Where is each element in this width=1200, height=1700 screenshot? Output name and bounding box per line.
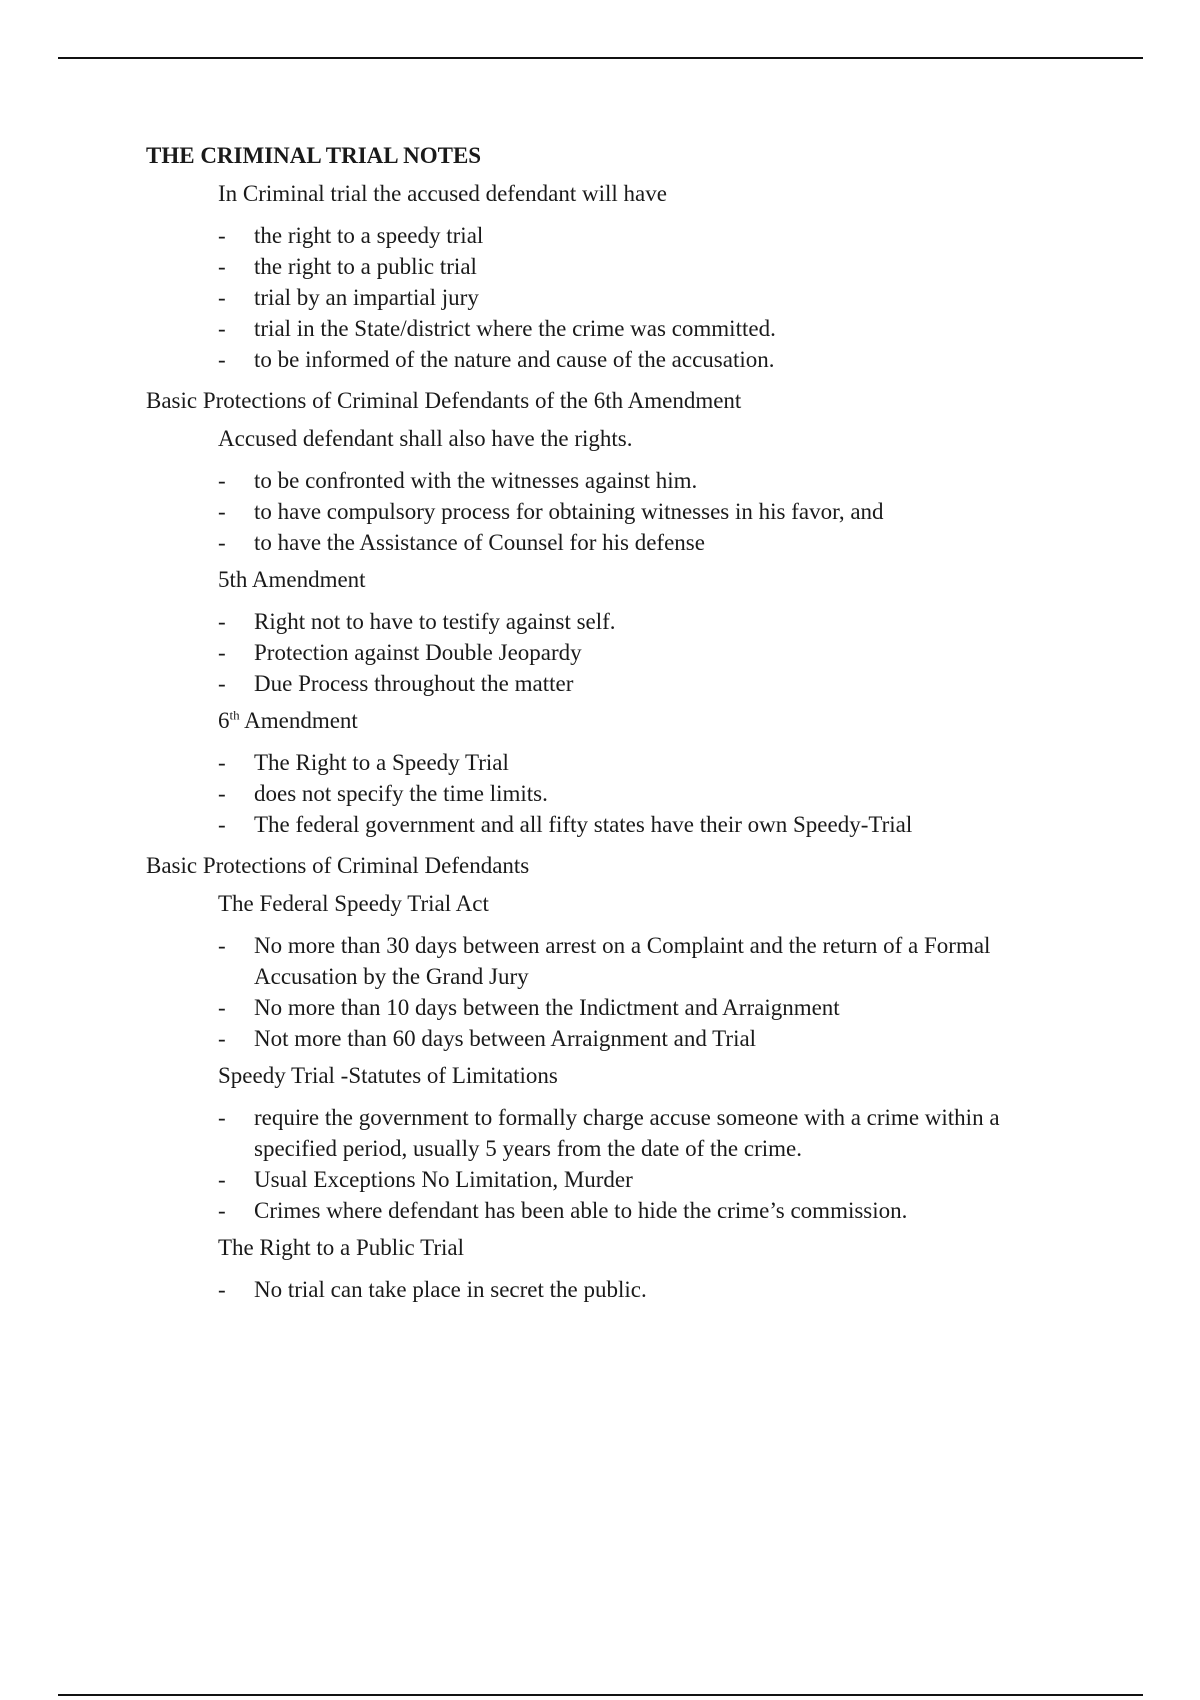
list-item: - Right not to have to testify against self.: [218, 609, 616, 634]
accused-rights-list: [218, 465, 1066, 558]
list-item: - the right to a public trial: [218, 254, 477, 279]
sixth-amendment-heading: 6th Amendment: [218, 707, 358, 733]
list-item: - No more than 30 days between arrest on a Complaint and the return of a Formal Accusation by the Grand Jury: [218, 933, 991, 989]
document-title: THE CRIMINAL TRIAL NOTES: [146, 143, 482, 168]
list-item: - to be confronted with the witnesses against him.: [218, 468, 698, 493]
document-body: [146, 140, 1066, 1305]
list-item: - No more than 10 days between the Indictment and Arraignment: [218, 995, 840, 1020]
list-item: - Not more than 60 days between Arraignment and Trial: [218, 1026, 757, 1051]
list-item: - to have the Assistance of Counsel for his defense: [218, 530, 705, 555]
intro-list: [218, 220, 1066, 375]
fifth-amendment-heading: 5th Amendment: [218, 567, 366, 592]
statutes-of-limitations-list: [218, 1102, 1066, 1226]
list-item: - does not specify the time limits.: [218, 781, 548, 806]
statutes-of-limitations-heading: Speedy Trial -Statutes of Limitations: [218, 1063, 558, 1088]
intro-text: In Criminal trial the accused defendant will have: [218, 181, 667, 206]
public-trial-list: [218, 1274, 1066, 1305]
top-rule: [58, 57, 1143, 59]
speedy-trial-act-list: [218, 930, 1066, 1054]
list-item: - to be informed of the nature and cause of the accusation.: [218, 347, 775, 372]
fifth-amendment-list: [218, 606, 1066, 699]
sixth-amendment-list: [218, 747, 1066, 840]
list-item: - Protection against Double Jeopardy: [218, 640, 582, 665]
section-subheading-accused-rights: Accused defendant shall also have the rights.: [218, 426, 633, 451]
list-item: - to have compulsory process for obtaining witnesses in his favor, and: [218, 499, 884, 524]
list-item: - No trial can take place in secret the public.: [218, 1277, 647, 1302]
list-item: - the right to a speedy trial: [218, 223, 484, 248]
list-item: - Crimes where defendant has been able to hide the crime’s commission.: [218, 1198, 908, 1223]
list-item: - The Right to a Speedy Trial: [218, 750, 509, 775]
list-item: - require the government to formally charge accuse someone with a crime within a specified period, usually 5 years from the date of the crime.: [218, 1105, 1000, 1161]
list-item: - Usual Exceptions No Limitation, Murder: [218, 1167, 633, 1192]
list-item: - The federal government and all fifty states have their own Speedy-Trial: [218, 812, 913, 837]
public-trial-heading: The Right to a Public Trial: [218, 1235, 464, 1260]
list-item: - Due Process throughout the matter: [218, 671, 574, 696]
bottom-rule: [58, 1694, 1143, 1696]
list-item: - trial by an impartial jury: [218, 285, 479, 310]
list-item: - trial in the State/district where the crime was committed.: [218, 316, 776, 341]
section-heading-sixth-amendment-protections: Basic Protections of Criminal Defendants of the 6th Amendment: [146, 388, 742, 413]
speedy-trial-act-heading: The Federal Speedy Trial Act: [218, 891, 489, 916]
section-heading-basic-protections: Basic Protections of Criminal Defendants: [146, 853, 530, 878]
